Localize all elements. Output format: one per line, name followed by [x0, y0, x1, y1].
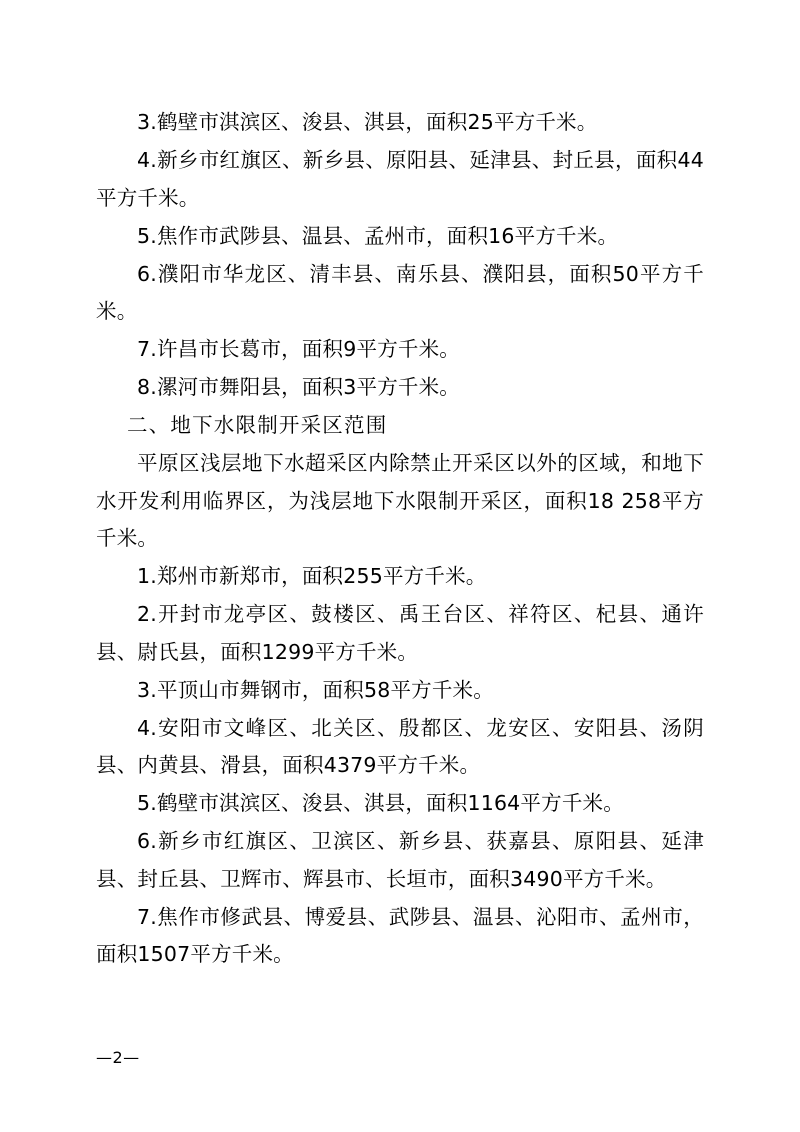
paragraph: 7.焦作市修武县、博爱县、武陟县、温县、沁阳市、孟州市，面积1507平方千米。 [96, 904, 704, 966]
section-heading: 二、地下水限制开采区范围 [127, 413, 388, 437]
document-body [96, 104, 704, 974]
paragraph: 4.新乡市红旗区、新乡县、原阳县、延津县、封丘县，面积44平方千米。 [96, 148, 704, 210]
paragraph: 4.安阳市文峰区、北关区、殷都区、龙安区、安阳县、汤阴县、内黄县、滑县，面积4379平方千米。 [96, 715, 704, 777]
page-number: —2— [96, 1048, 140, 1067]
paragraph: 7.许昌市长葛市，面积9平方千米。 [137, 337, 461, 361]
paragraph: 3.平顶山市舞钢市，面积58平方千米。 [137, 677, 494, 702]
paragraph: 5.焦作市武陟县、温县、孟州市，面积16平方千米。 [137, 223, 619, 248]
paragraph: 6.濮阳市华龙区、清丰县、南乐县、濮阳县，面积50平方千米。 [96, 261, 704, 323]
paragraph: 6.新乡市红旗区、卫滨区、新乡县、获嘉县、原阳县、延津县、封丘县、卫辉市、辉县市、长垣市，面积3490平方千米。 [96, 829, 704, 891]
paragraph: 3.鹤壁市淇滨区、浚县、淇县，面积25平方千米。 [137, 110, 598, 134]
paragraph: 平原区浅层地下水超采区内除禁止开采区以外的区域，和地下水开发利用临界区，为浅层地下水限制开采区，面积18 258平方千米。 [96, 451, 704, 550]
paragraph: 2.开封市龙亭区、鼓楼区、禹王台区、祥符区、杞县、通许县、尉氏县，面积1299平方千米。 [96, 602, 704, 664]
paragraph: 5.鹤壁市淇滨区、浚县、淇县，面积1164平方千米。 [137, 791, 624, 815]
paragraph: 8.漯河市舞阳县，面积3平方千米。 [137, 375, 461, 399]
paragraph: 1.郑州市新郑市，面积255平方千米。 [137, 564, 487, 588]
